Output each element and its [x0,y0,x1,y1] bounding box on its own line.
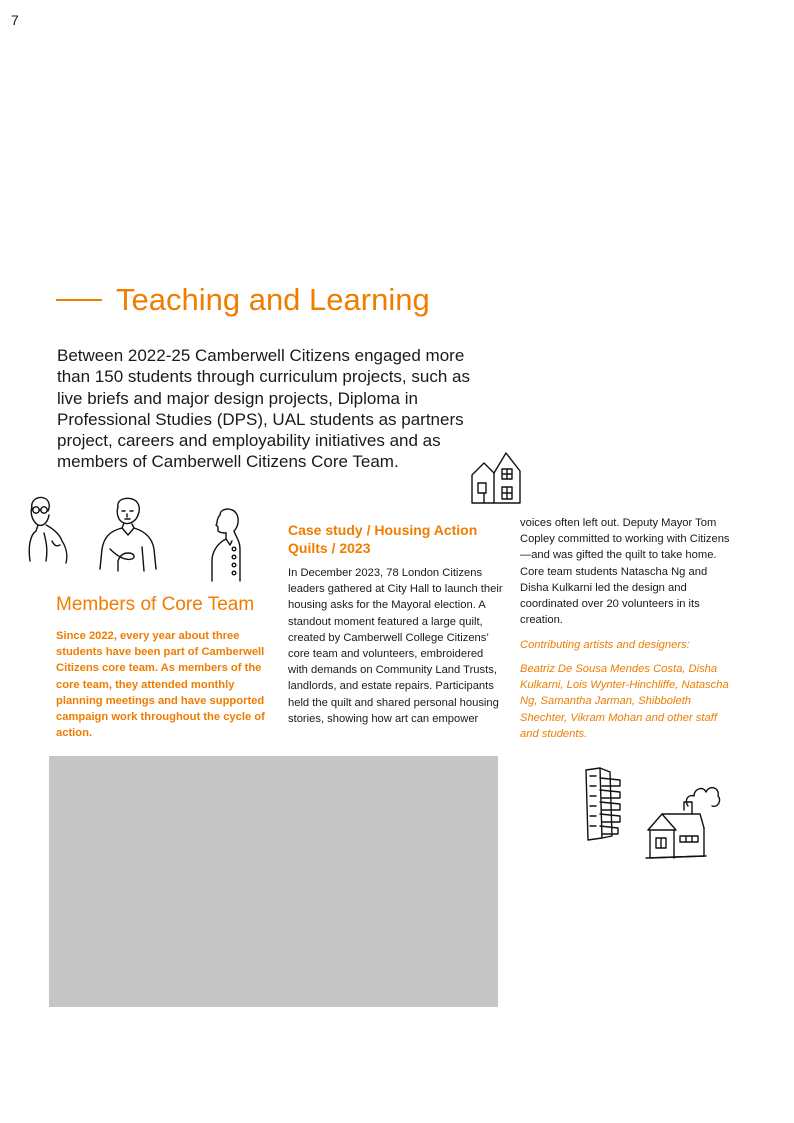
page-number: 7 [11,12,19,28]
person-woman-sketch-icon [98,495,160,575]
case-study-body: In December 2023, 78 London Citizens leaders gathered at City Hall to launch their housing asks for the Mayoral election. A standout moment featured a large quilt, created by Camberwell College Citizens’ core team and volunteers, embroidered with demands on Community Land Trusts, landlords, and estate repairs. Participants held the quilt and shared personal housing stories, showing how art can empower [288,567,503,725]
intro-paragraph: Between 2022-25 Camberwell Citizens engaged more than 150 students through curriculum projects, such as live briefs and major design projects, Diploma in Professional Studies (DPS), UAL students as partners project, careers and employability initiatives and as members of Camberwell Citizens Core Team. [57,346,470,472]
core-team-title: Members of Core Team [56,594,255,615]
section-title-text: Teaching and Learning [116,282,430,317]
contributors-title: Contributing artists and designers: [520,639,690,651]
contributors-list: Beatriz De Sousa Mendes Costa, Disha Kulkarni, Lois Wynter-Hinchliffe, Natascha Ng, Samantha Jarman, Shibboleth Shechter, Vikram Mohan and other staff and students. [520,663,729,740]
title-dash [56,299,102,301]
section-title [56,282,430,318]
image-placeholder [49,756,498,1007]
case-study-body-continued: voices often left out. Deputy Mayor Tom Copley committed to working with Citizens—and was gifted the quilt to take home. Core team students Natascha Ng and Disha Kulkarni led the design and coordinated over 20 volunteers in its creation. [520,517,730,627]
house-sketch-icon [468,449,526,507]
person-profile-sketch-icon [200,505,246,585]
case-study-title: Case study / Housing Action Quilts / 2023 [288,522,478,556]
person-glasses-sketch-icon [24,495,72,567]
cottage-chimney-sketch-icon [644,778,724,862]
core-team-body: Since 2022, every year about three students have been part of Camberwell Citizens core team. As members of the core team, they attended monthly planning meetings and have supported campaign work throughout the cycle of action. [56,630,265,740]
tower-block-sketch-icon [580,766,626,842]
